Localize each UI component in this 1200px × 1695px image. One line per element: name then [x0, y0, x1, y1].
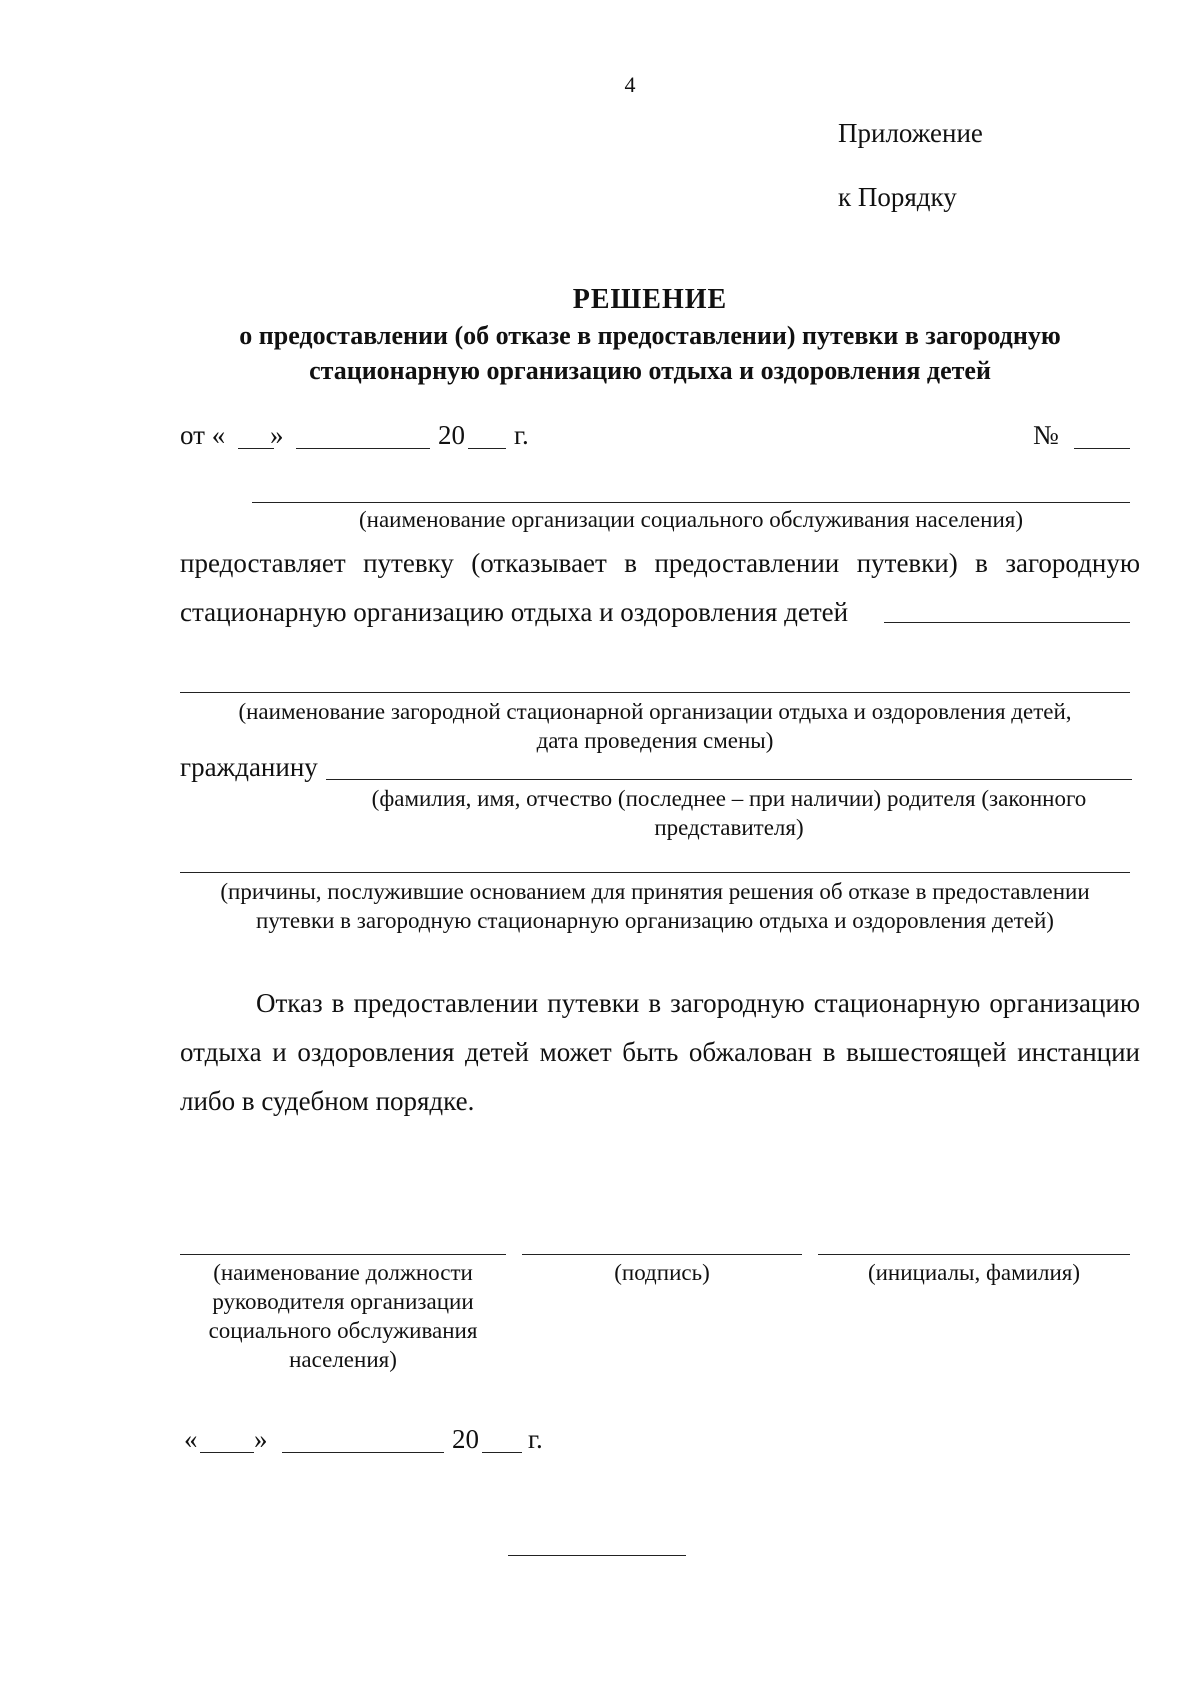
bottom-month-blank[interactable] — [282, 1452, 444, 1453]
number-blank[interactable] — [1074, 448, 1130, 449]
position-caption-line-3: социального обслуживания — [208, 1318, 478, 1343]
camp-name-blank-1[interactable] — [884, 622, 1130, 623]
camp-caption-line-1: (наименование загородной стационарной организации отдыха и оздоровления детей, — [238, 699, 1072, 724]
signature-caption: (подпись) — [614, 1260, 710, 1285]
title-main: РЕШЕНИЕ — [572, 284, 728, 315]
appeal-text-line-3: либо в судебном порядке. — [180, 1086, 475, 1116]
provides-text-line-1: предоставляет путевку (отказывает в предоставлении путевки) в загородную — [180, 548, 1140, 578]
organization-name-line[interactable] — [252, 502, 1130, 503]
bottom-year-prefix: 20 — [452, 1424, 479, 1454]
position-caption — [180, 1258, 506, 1374]
appeal-text-line-1: Отказ в предоставлении путевки в загородную стационарную организацию — [256, 988, 1140, 1018]
date-prefix: от « — [180, 420, 226, 450]
provides-text-line-2: стационарную организацию отдыха и оздоровления детей — [180, 597, 849, 627]
reasons-line[interactable] — [180, 872, 1130, 873]
month-blank[interactable] — [296, 448, 430, 449]
citizen-caption-line-1: (фамилия, имя, отчество (последнее – при наличии) родителя (законного — [371, 786, 1087, 811]
appendix-line-1: Приложение — [838, 118, 983, 148]
title-sub-line-2: стационарную организацию отдыха и оздоровления детей — [309, 356, 991, 385]
name-line[interactable] — [818, 1254, 1130, 1255]
date-close-quote: » — [270, 420, 284, 450]
appeal-text-line-2: отдыха и оздоровления детей может быть обжалован в вышестоящей инстанции — [180, 1037, 1140, 1067]
reasons-caption-line-1: (причины, послужившие основанием для принятия решения об отказе в предоставлении — [220, 879, 1090, 904]
bottom-year-suffix: г. — [528, 1424, 543, 1454]
name-caption: (инициалы, фамилия) — [867, 1260, 1081, 1285]
year-suffix: г. — [514, 420, 529, 450]
bottom-date-open-quote: « — [184, 1424, 198, 1454]
bottom-year-blank[interactable] — [482, 1452, 522, 1453]
year-blank[interactable] — [468, 448, 506, 449]
camp-name-line[interactable] — [180, 692, 1130, 693]
document-title — [180, 282, 1120, 388]
citizen-name-line[interactable] — [326, 779, 1132, 780]
camp-caption-line-2: дата проведения смены) — [536, 728, 774, 753]
day-blank[interactable] — [238, 448, 274, 449]
signature-line[interactable] — [522, 1254, 802, 1255]
position-caption-line-4: населения) — [289, 1347, 397, 1372]
position-caption-line-2: руководителя организации — [212, 1289, 474, 1314]
bottom-date-close-quote: » — [254, 1424, 268, 1454]
bottom-day-blank[interactable] — [200, 1452, 254, 1453]
organization-caption: (наименование организации социального обслуживания населения) — [358, 507, 1023, 532]
closing-divider — [508, 1555, 686, 1556]
year-prefix: 20 — [438, 420, 465, 450]
citizen-label: гражданину — [180, 752, 318, 782]
appendix-line-2: к Порядку — [838, 182, 957, 212]
citizen-caption-line-2: представителя) — [654, 815, 804, 840]
page-number: 4 — [624, 72, 636, 97]
position-caption-line-1: (наименование должности — [213, 1260, 473, 1285]
title-sub-line-1: о предоставлении (об отказе в предоставлении) путевки в загородную — [239, 321, 1061, 350]
number-sign: № — [1033, 420, 1059, 450]
position-line[interactable] — [180, 1254, 506, 1255]
reasons-caption-line-2: путевки в загородную стационарную организацию отдыха и оздоровления детей) — [256, 908, 1054, 933]
